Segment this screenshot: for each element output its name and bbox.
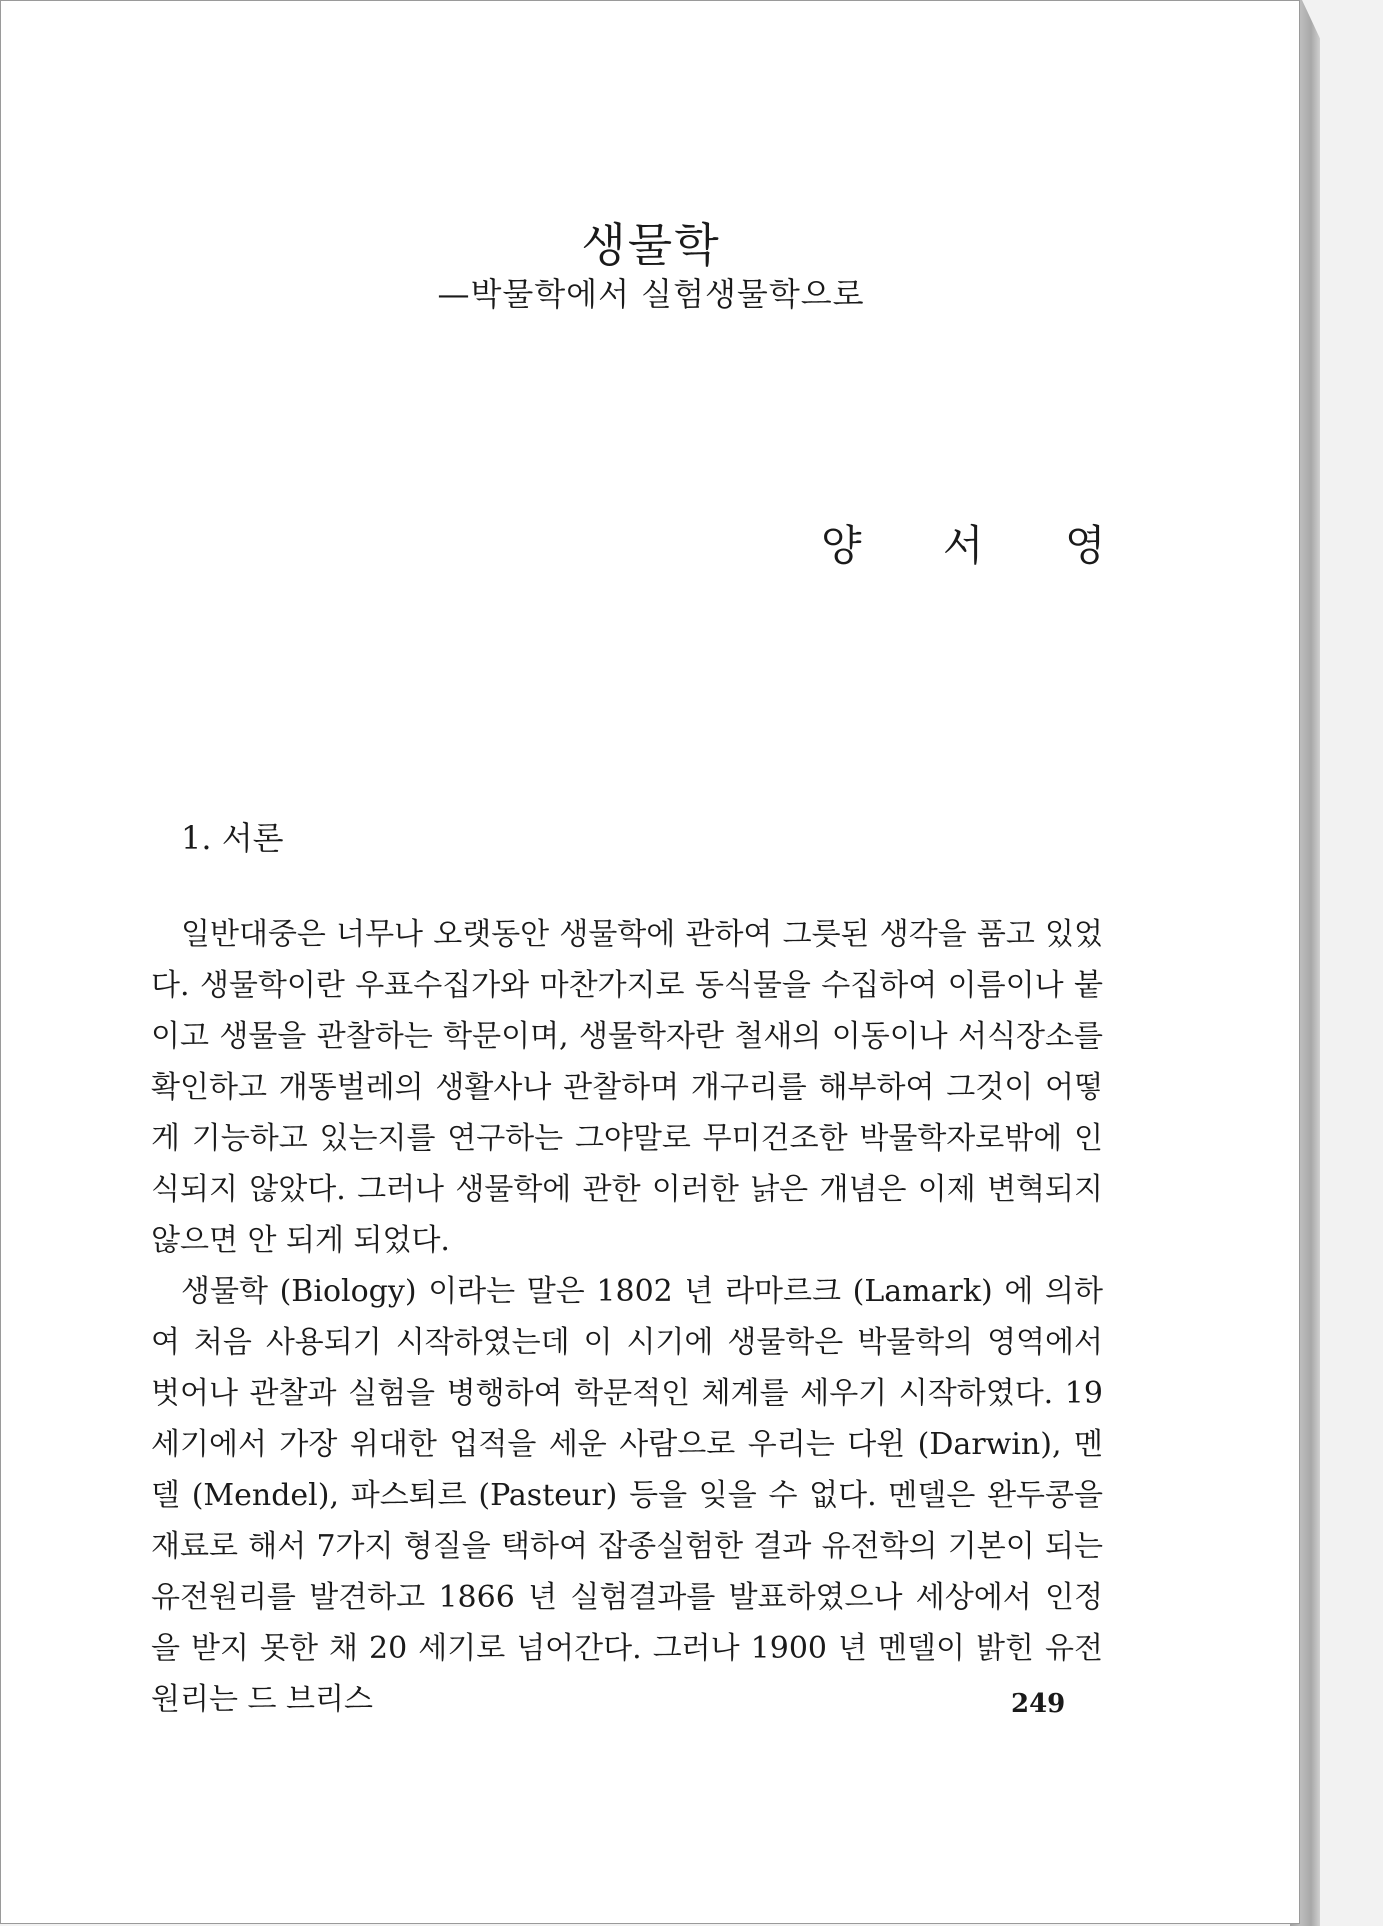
paragraph: 일반대중은 너무나 오랫동안 생물학에 관하여 그릇된 생각을 품고 있었다. 생물학이란 우표수집가와 마찬가지로 동식물을 수집하여 이름이나 붙이고 생물을 관찰하는 학문이며, 생물학자란 철새의 이동이나 서식장소를 확인하고 개똥벌레의 생활사나 관찰하며 개구리를 해부하여 그것이 어떻게 기능하고 있는지를 연구하는 그야말로 무미건조한 박물학자로밖에 인식되지 않았다. 그러나 생물학에 관한 이러한 낡은 개념은 이제 변혁되지 않으면 안 되게 되었다. — [151, 917, 1103, 1258]
author-name: 양 서 영 — [821, 521, 1140, 570]
page-number: 249 — [1011, 1689, 1066, 1719]
paragraph: 생물학 (Biology) 이라는 말은 1802 년 라마르크 (Lamark) 에 의하여 처음 사용되기 시작하였는데 이 시기에 생물학은 박물학의 영역에서 벗어나 관찰과 실험을 병행하여 학문적인 체계를 세우기 시작하였다. 19 세기에서 가장 위대한 업적을 세운 사람으로 우리는 다윈 (Darwin), 멘델 (Mendel), 파스퇴르 (Pasteur) 등을 잊을 수 없다. 멘델은 완두콩을 재료로 해서 7가지 형질을 택하여 잡종실험한 결과 유전학의 기본이 되는 유전원리를 발견하고 1866 년 실험결과를 발표하였으나 세상에서 인정을 받지 못한 채 20 세기로 넘어간다. 그러나 1900 년 멘델이 밝힌 유전원리는 드 브리스 — [151, 1274, 1103, 1717]
chapter-title: 생물학 — [581, 218, 721, 272]
chapter-subtitle: —박물학에서 실험생물학으로 — [437, 275, 865, 313]
section-heading: 1. 서론 — [181, 819, 284, 857]
body-text — [151, 909, 1103, 1725]
